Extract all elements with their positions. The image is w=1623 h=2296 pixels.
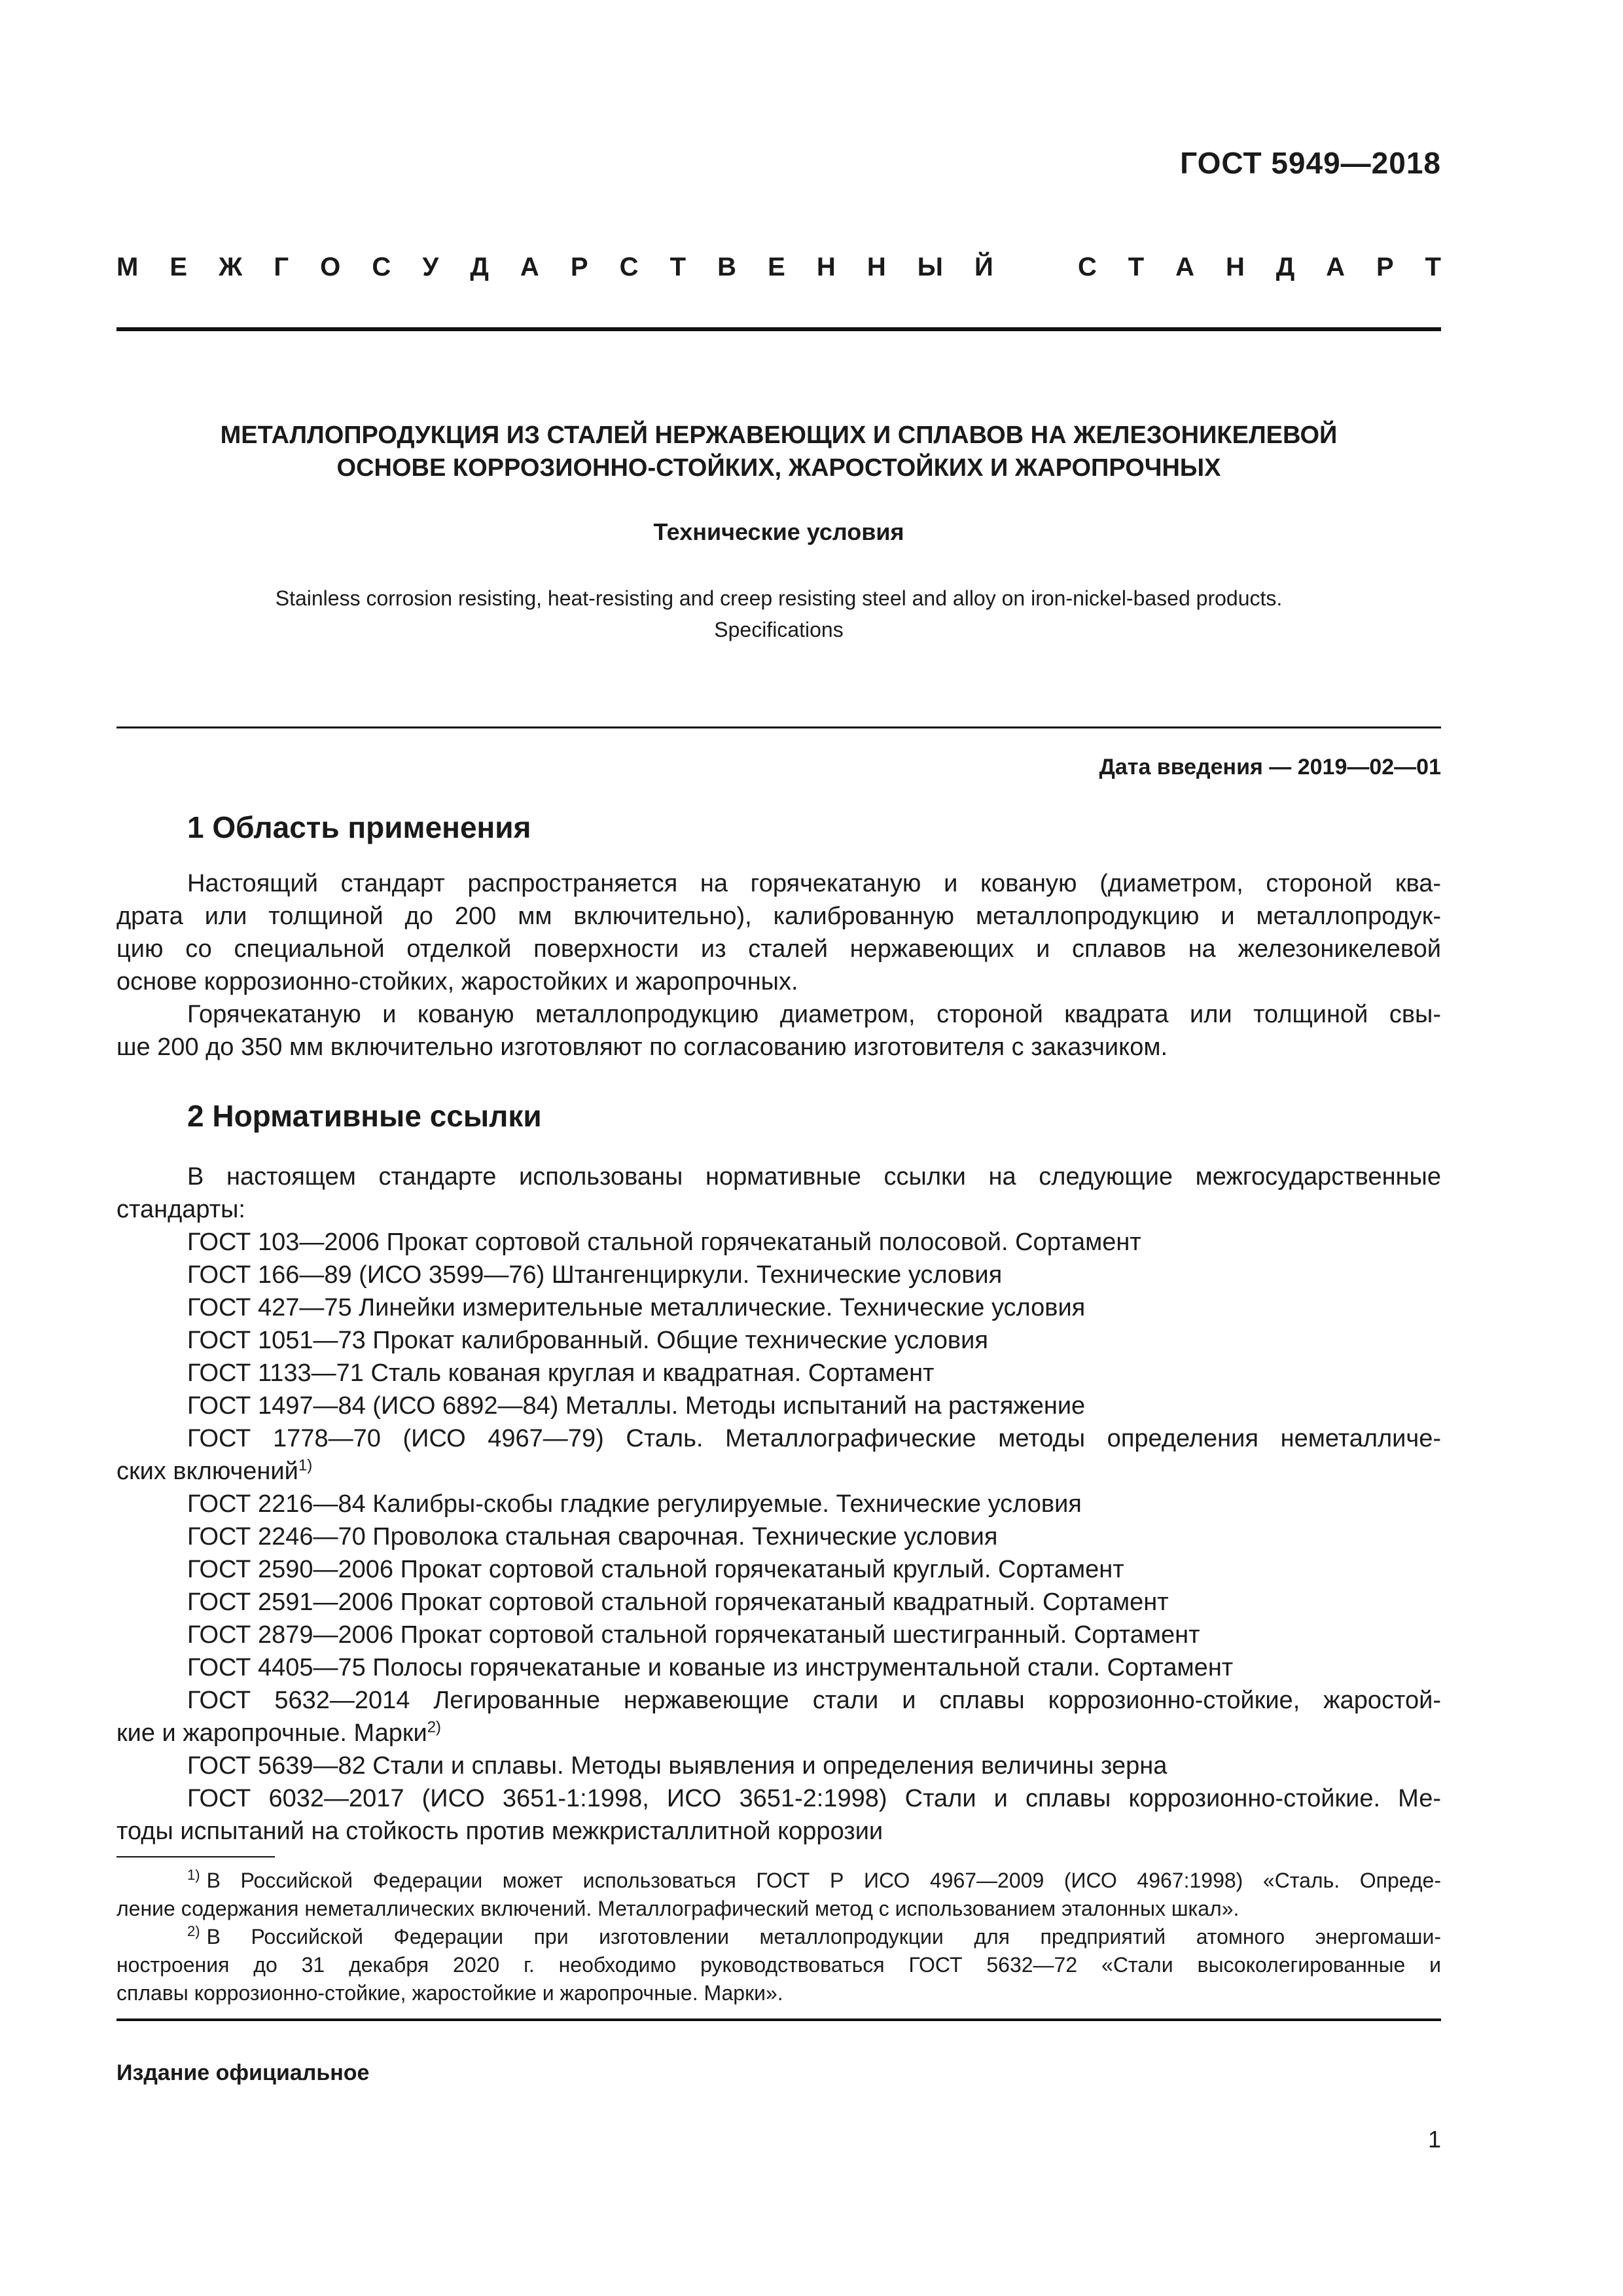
reference-line: тоды испытаний на стойкость против межкристаллитной коррозии bbox=[116, 1818, 883, 1845]
footnote-item bbox=[116, 1867, 1441, 1923]
document-subtitle: Технические условия bbox=[653, 518, 904, 545]
reference-item bbox=[116, 1422, 1441, 1488]
paragraph-line: Настоящий стандарт распространяется на горячекатаную и кованую (диаметром, стороной ква- bbox=[187, 870, 1441, 897]
reference-line: кие и жаропрочные. Марки$^{2)}$ bbox=[116, 1718, 442, 1747]
reference-line: ГОСТ 1497—84 (ИСО 6892—84) Металлы. Методы испытаний на растяжение bbox=[187, 1392, 1086, 1420]
banner-letter: А bbox=[1326, 253, 1346, 281]
footnote-mark: 1) bbox=[187, 1867, 200, 1884]
reference-item bbox=[116, 1520, 1441, 1553]
reference-item bbox=[116, 1259, 1441, 1291]
scope-paragraph bbox=[116, 867, 1441, 998]
paragraph-line: цию со специальной отделкой поверхности из сталей нержавеющих и сплавов на железоникелевой bbox=[116, 935, 1441, 963]
reference-line: ГОСТ 1051—73 Прокат калиброванный. Общие технические условия bbox=[187, 1327, 988, 1354]
reference-item bbox=[116, 1586, 1441, 1619]
reference-item bbox=[116, 1488, 1441, 1520]
reference-item bbox=[116, 1553, 1441, 1586]
footnote-line: ление содержания неметаллических включений. Металлографический метод с использованием эталонных шкал». bbox=[116, 1897, 1240, 1920]
paragraph-line: основе коррозионно-стойких, жаростойких и жаропрочных. bbox=[116, 968, 798, 996]
reference-line: ГОСТ 2246—70 Проволока стальная сварочная. Технические условия bbox=[187, 1523, 998, 1551]
banner-letter: Т bbox=[669, 253, 687, 281]
banner-letter: С bbox=[372, 253, 391, 281]
introduction-date: Дата введения — 2019—02—01 bbox=[1099, 755, 1441, 780]
banner-letter: Т bbox=[1128, 253, 1145, 281]
english-title bbox=[116, 583, 1441, 645]
page-number: 1 bbox=[1427, 2126, 1441, 2153]
title-line: ОСНОВЕ КОРРОЗИОННО-СТОЙКИХ, ЖАРОСТОЙКИХ И ЖАРОПРОЧНЫХ bbox=[336, 454, 1221, 482]
reference-line: ГОСТ 2591—2006 Прокат сортовой стальной горячекатаный квадратный. Сортамент bbox=[187, 1588, 1169, 1616]
reference-line: ГОСТ 5639—82 Стали и сплавы. Методы выявления и определения величины зерна bbox=[187, 1752, 1168, 1780]
section-heading-references: 2 Нормативные ссылки bbox=[187, 1099, 542, 1133]
reference-list bbox=[116, 1226, 1441, 1848]
banner-letter: Й bbox=[974, 253, 993, 281]
reference-line: ГОСТ 166—89 (ИСО 3599—76) Штангенциркули. Технические условия bbox=[187, 1261, 1003, 1289]
footer-rule bbox=[116, 2018, 1441, 2021]
english-title-line: Stainless corrosion resisting, heat-resisting and creep resisting steel and alloy on iron-nickel-based products. bbox=[275, 586, 1283, 610]
banner-letter: Е bbox=[768, 253, 785, 281]
footnote-line: ностроения до 31 декабря 2020 г. необходимо руководствоваться ГОСТ 5632—72 «Стали высоколегированные и bbox=[116, 1953, 1441, 1977]
banner-letter: А bbox=[520, 253, 539, 281]
reference-item bbox=[116, 1782, 1441, 1848]
title-line: МЕТАЛЛОПРОДУКЦИЯ ИЗ СТАЛЕЙ НЕРЖАВЕЮЩИХ И СПЛАВОВ НА ЖЕЛЕЗОНИКЕЛЕВОЙ bbox=[220, 422, 1338, 449]
banner-letter: Г bbox=[274, 253, 289, 281]
footnote-line: $^{1)}$ В Российской Федерации может использоваться ГОСТ Р ИСО 4967—2009 (ИСО 4967:1998) «Сталь. Опреде- bbox=[187, 1867, 1441, 1892]
reference-line: ГОСТ 1133—71 Сталь кованая круглая и квадратная. Сортамент bbox=[187, 1359, 935, 1387]
document-title bbox=[116, 419, 1441, 484]
title-rule bbox=[116, 726, 1441, 728]
reference-line: ГОСТ 2879—2006 Прокат сортовой стальной горячекатаный шестигранный. Сортамент bbox=[187, 1621, 1200, 1649]
reference-item bbox=[116, 1226, 1441, 1259]
footnote-mark: 2) bbox=[187, 1923, 200, 1940]
footnote-item bbox=[116, 1923, 1441, 2007]
reference-item bbox=[116, 1324, 1441, 1357]
banner-letter: Т bbox=[1425, 253, 1441, 281]
paragraph-line: ше 200 до 350 мм включительно изготовляют по согласованию изготовителя с заказчиком. bbox=[116, 1033, 1168, 1061]
footnote-separator bbox=[116, 1856, 275, 1857]
english-title-line: Specifications bbox=[714, 618, 844, 641]
paragraph-line: стандарты: bbox=[116, 1196, 245, 1223]
banner-letter: С bbox=[619, 253, 639, 281]
banner-letter: Д bbox=[1275, 253, 1295, 281]
banner-letter: Н bbox=[866, 253, 886, 281]
header-rule bbox=[116, 327, 1441, 331]
reference-line: ГОСТ 1778—70 (ИСО 4967—79) Сталь. Металлографические методы определения неметалличе- bbox=[187, 1425, 1441, 1452]
paragraph-line: драта или толщиной до 200 мм включительно), калиброванную металлопродукцию и металлопродук- bbox=[116, 903, 1441, 930]
reference-line: ГОСТ 2590—2006 Прокат сортовой стальной горячекатаный круглый. Сортамент bbox=[187, 1556, 1124, 1583]
banner-letter: Ж bbox=[219, 253, 243, 281]
paragraph-line: В настоящем стандарте использованы нормативные ссылки на следующие межгосударственные bbox=[187, 1163, 1441, 1191]
banner-letter: С bbox=[1078, 253, 1097, 281]
reference-item bbox=[116, 1619, 1441, 1651]
banner-letter: Е bbox=[169, 253, 188, 281]
reference-item bbox=[116, 1651, 1441, 1684]
banner-letter: Н bbox=[816, 253, 836, 281]
interstate-standard-banner bbox=[116, 253, 1441, 282]
banner-letter: Ы bbox=[917, 253, 943, 281]
reference-item bbox=[116, 1749, 1441, 1782]
banner-letter: Н bbox=[1225, 253, 1245, 281]
reference-item bbox=[116, 1357, 1441, 1390]
reference-item bbox=[116, 1684, 1441, 1749]
banner-letter: Р bbox=[570, 253, 588, 281]
footnote-line: $^{2)}$ В Российской Федерации при изготовлении металлопродукции для предприятий атомного энергомаши- bbox=[187, 1923, 1441, 1948]
reference-item bbox=[116, 1291, 1441, 1324]
footnote-line: сплавы коррозионно-стойкие, жаростойкие и жаропрочные. Марки». bbox=[116, 1981, 783, 2005]
official-edition-label: Издание официальное bbox=[116, 2060, 370, 2085]
section-heading-scope: 1 Область применения bbox=[187, 810, 531, 844]
reference-line: ских включений$^{1)}$ bbox=[116, 1456, 313, 1485]
interstate-word bbox=[116, 253, 993, 282]
paragraph-line: Горячекатаную и кованую металлопродукцию диаметром, стороной квадрата или толщиной свы- bbox=[187, 1001, 1441, 1028]
banner-letter: А bbox=[1175, 253, 1195, 281]
banner-letter: О bbox=[320, 253, 341, 281]
references-intro bbox=[116, 1160, 1441, 1226]
footnote-reference: 1) bbox=[298, 1456, 313, 1475]
banner-letter: У bbox=[422, 253, 439, 281]
reference-line: ГОСТ 5632—2014 Легированные нержавеющие стали и сплавы коррозионно-стойкие, жаростой- bbox=[187, 1687, 1441, 1714]
document-page bbox=[116, 0, 1441, 2296]
reference-line: ГОСТ 2216—84 Калибры-скобы гладкие регулируемые. Технические условия bbox=[187, 1490, 1082, 1518]
banner-letter: Д bbox=[470, 253, 489, 281]
reference-line: ГОСТ 427—75 Линейки измерительные металлические. Технические условия bbox=[187, 1294, 1086, 1321]
doc-number: ГОСТ 5949—2018 bbox=[1180, 146, 1441, 180]
reference-line: ГОСТ 4405—75 Полосы горячекатаные и кованые из инструментальной стали. Сортамент bbox=[187, 1654, 1234, 1681]
banner-letter: В bbox=[717, 253, 736, 281]
scope-paragraph bbox=[116, 998, 1441, 1064]
reference-line: ГОСТ 103—2006 Прокат сортовой стальной горячекатаный полосовой. Сортамент bbox=[187, 1229, 1141, 1256]
reference-item bbox=[116, 1390, 1441, 1422]
footnotes bbox=[116, 1867, 1441, 2007]
reference-line: ГОСТ 6032—2017 (ИСО 3651-1:1998, ИСО 3651-2:1998) Стали и сплавы коррозионно-стойкие. Ме- bbox=[187, 1785, 1441, 1812]
banner-letter: Р bbox=[1376, 253, 1394, 281]
standard-word bbox=[1078, 253, 1441, 282]
banner-letter: М bbox=[116, 253, 139, 281]
footnote-reference: 2) bbox=[427, 1718, 442, 1736]
